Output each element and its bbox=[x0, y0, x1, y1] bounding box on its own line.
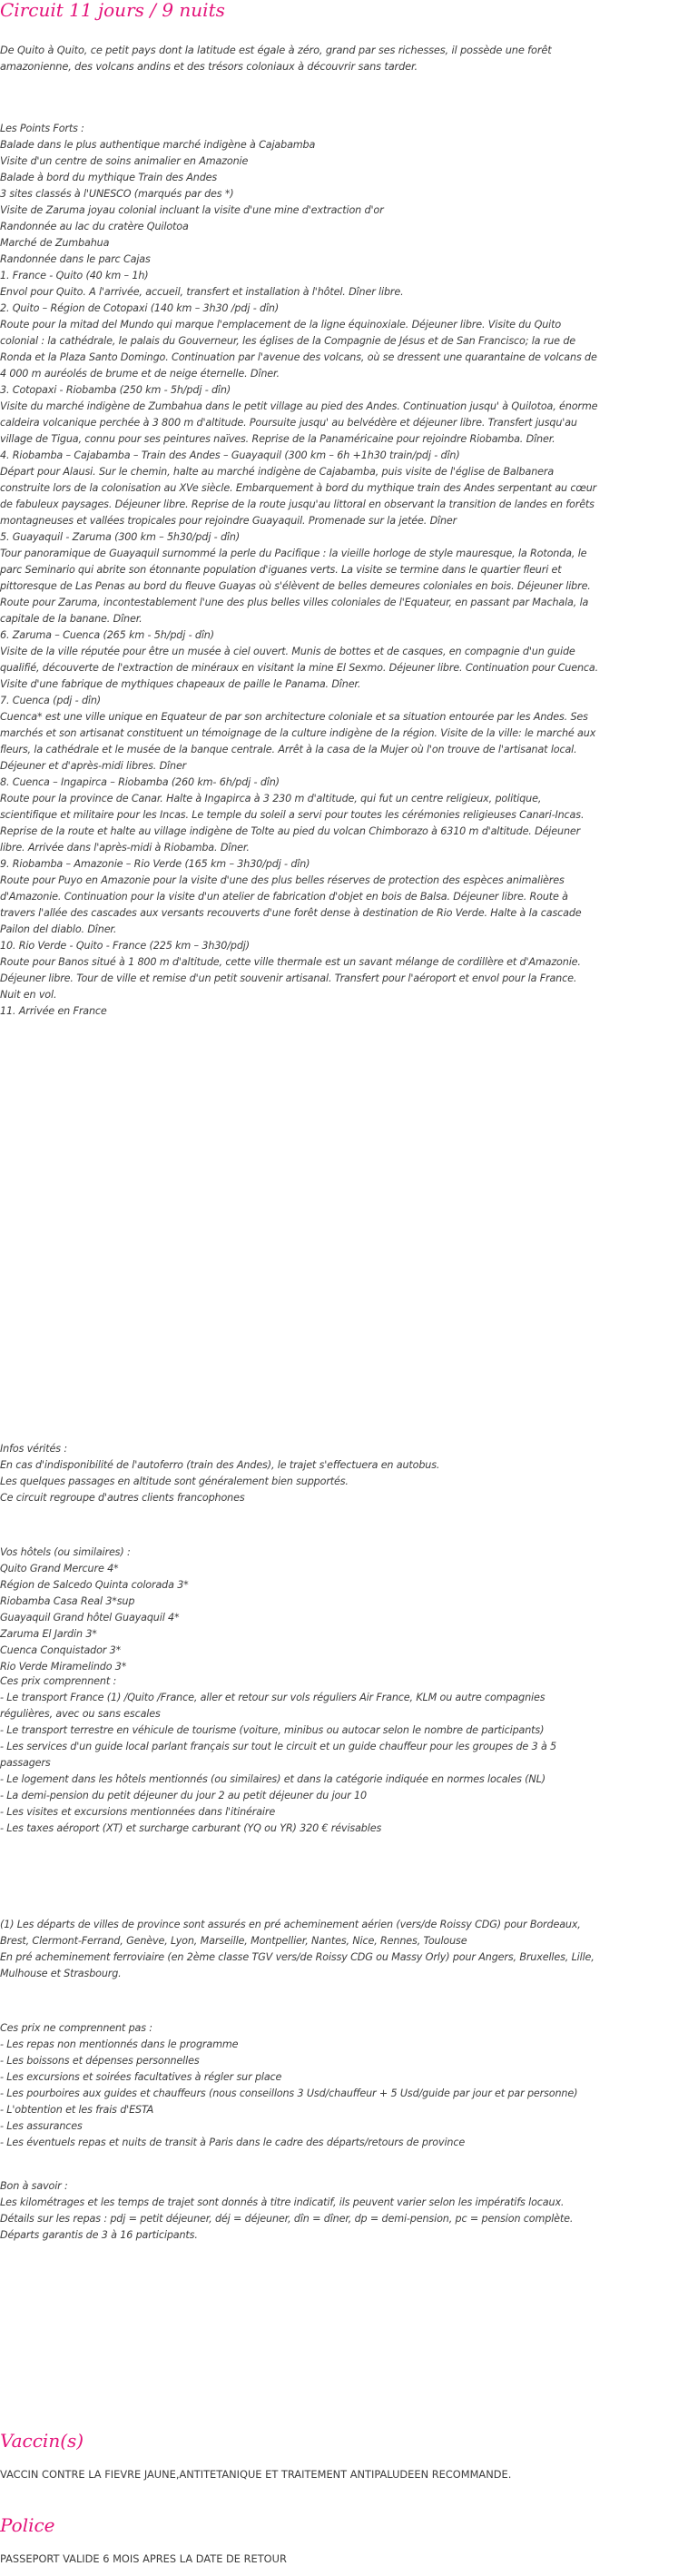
itinerary-line: 7. Cuenca (pdj - dîn) bbox=[0, 695, 102, 706]
itinerary-line: parc Seminario qui abrite son étonnante population d'iguanes verts. La visite se termine dans le quartier fleuri et bbox=[0, 564, 562, 576]
itinerary-line: Reprise de la route et halte au village indigène de Tolte au pied du volcan Chimborazo à 6310 m d'altitude. Déjeuner bbox=[0, 825, 581, 837]
hotels-line: Quito Grand Mercure 4* bbox=[0, 1563, 119, 1574]
itinerary-line: colonial : la cathédrale, le palais du Gouverneur, les églises de la Compagnie de Jésus et de San Francisco; la rue de bbox=[0, 335, 576, 347]
included-line: - La demi-pension du petit déjeuner du jour 2 au petit déjeuner du jour 10 bbox=[0, 1790, 367, 1801]
itinerary-line: Route pour la province de Canar. Halte à Ingapirca à 3 230 m d'altitude, qui fut un centre religieux, politique, bbox=[0, 793, 542, 804]
itinerary-line: Visite de Zaruma joyau colonial incluant la visite d'une mine d'extraction d'or bbox=[0, 204, 384, 216]
hotels-line: Guayaquil Grand hôtel Guayaquil 4* bbox=[0, 1612, 180, 1624]
itinerary-line: 8. Cuenca – Ingapirca – Riobamba (260 km- 6h/pdj - dîn) bbox=[0, 776, 280, 788]
itinerary-line: Visite de la ville réputée pour être un musée à ciel ouvert. Munis de bottes et de casques, en compagnie d'un guide bbox=[0, 646, 575, 657]
itinerary-line: qualifié, découverte de l'extraction de minéraux en visitant la mine El Sexmo. Déjeuner libre. Continuation pour Cuenca. bbox=[0, 662, 598, 674]
included-line: - Le transport France (1) /Quito /France, aller et retour sur vols réguliers Air France, KLM ou autre compagnies bbox=[0, 1692, 545, 1703]
itinerary-line: village de Tigua, connu pour ses peintures naïves. Reprise de la Panaméricaine pour rejoindre Riobamba. Dîner. bbox=[0, 433, 555, 445]
itinerary-line: 3 sites classés à l'UNESCO (marqués par des *) bbox=[0, 188, 234, 200]
itinerary-line: construite lors de la colonisation au XVe siècle. Embarquement à bord du mythique train des Andes serpentant au cœur bbox=[0, 482, 597, 494]
itinerary-line: 4. Riobamba – Cajabamba – Train des Andes – Guayaquil (300 km – 6h +1h30 train/pdj - dîn) bbox=[0, 449, 460, 461]
itinerary-line: 3. Cotopaxi - Riobamba (250 km - 5h/pdj - dîn) bbox=[0, 384, 231, 396]
itinerary-line: Déjeuner libre. Tour de ville et remise d'un petit souvenir artisanal. Transfert pour l'aéroport et envol pour la France. bbox=[0, 972, 577, 984]
included-line: passagers bbox=[0, 1757, 51, 1769]
infos-line: Les quelques passages en altitude sont généralement bien supportés. bbox=[0, 1476, 349, 1487]
itinerary-line: scientifique et militaire pour les Incas. Le temple du soleil a servi pour toutes les cérémonies religieuses Canari-Incas. bbox=[0, 809, 585, 821]
hotels-line: Vos hôtels (ou similaires) : bbox=[0, 1546, 131, 1558]
good-to-know-line: Les kilométrages et les temps de trajet sont donnés à titre indicatif, ils peuvent varier selon les impératifs locaux. bbox=[0, 2196, 565, 2208]
page-title: Circuit 11 jours / 9 nuits bbox=[0, 0, 225, 21]
infos-line: Infos vérités : bbox=[0, 1443, 67, 1455]
departures-line: Mulhouse et Strasbourg. bbox=[0, 1968, 122, 1979]
itinerary-line: Randonnée au lac du cratère Quilotoa bbox=[0, 221, 189, 232]
itinerary-line: fleurs, la cathédrale et le musée de la banque centrale. Arrêt à la casa de la Mujer où l'on trouve de l'artisanat local. bbox=[0, 744, 577, 755]
itinerary-line: Balade à bord du mythique Train des Andes bbox=[0, 172, 218, 183]
included-line: Ces prix comprennent : bbox=[0, 1675, 117, 1687]
included-line: - Les taxes aéroport (XT) et surcharge carburant (YQ ou YR) 320 € révisables bbox=[0, 1822, 382, 1834]
itinerary-line: libre. Arrivée dans l'après-midi à Riobamba. Dîner. bbox=[0, 842, 250, 854]
intro-line: amazonienne, des volcans andins et des trésors coloniaux à découvrir sans tarder. bbox=[0, 60, 418, 73]
hotels-line: Zaruma El Jardin 3* bbox=[0, 1628, 97, 1640]
intro-line: De Quito à Quito, ce petit pays dont la latitude est égale à zéro, grand par ses richesses, il possède une forêt bbox=[0, 44, 552, 56]
itinerary-line: montagneuses et vallées tropicales pour rejoindre Guayaquil. Promenade sur la jetée. Dîner bbox=[0, 515, 457, 527]
police-title: Police bbox=[0, 2514, 55, 2536]
departures-line: En pré acheminement ferroviaire (en 2ème classe TGV vers/de Roissy CDG ou Massy Orly) pour Angers, Bruxelles, Lille, bbox=[0, 1951, 595, 1963]
itinerary-line: Route pour Puyo en Amazonie pour la visite d'une des plus belles réserves de protection des espèces animalières bbox=[0, 874, 565, 886]
police-text: PASSEPORT VALIDE 6 MOIS APRES LA DATE DE RETOUR bbox=[0, 2552, 287, 2565]
hotels-line: Rio Verde Miramelindo 3* bbox=[0, 1661, 127, 1673]
excluded-line: - L'obtention et les frais d'ESTA bbox=[0, 2104, 154, 2116]
itinerary-line: capitale de la banane. Dîner. bbox=[0, 613, 143, 625]
itinerary-line: Les Points Forts : bbox=[0, 123, 84, 134]
itinerary-line: Randonnée dans le parc Cajas bbox=[0, 253, 151, 265]
itinerary-line: marchés et son artisanat constituent un témoignage de la culture indigène de la région. Visite de la ville: le marché aux bbox=[0, 727, 596, 739]
excluded-line: - Les repas non mentionnés dans le programme bbox=[0, 2038, 239, 2050]
good-to-know-line: Détails sur les repas : pdj = petit déjeuner, déj = déjeuner, dîn = dîner, dp = demi-pension, pc = pension complète. bbox=[0, 2213, 574, 2225]
itinerary-line: Déjeuner et d'après-midi libres. Dîner bbox=[0, 760, 187, 772]
itinerary-line: Balade dans le plus authentique marché indigène à Cajabamba bbox=[0, 139, 316, 151]
itinerary-line: caldeira volcanique perchée à 3 800 m d'altitude. Poursuite jusqu' au belvédère et déjeuner libre. Transfert jusqu'au bbox=[0, 417, 577, 429]
itinerary-line: 2. Quito – Région de Cotopaxi (140 km – 3h30 /pdj - dîn) bbox=[0, 302, 280, 314]
itinerary-line: Départ pour Alausi. Sur le chemin, halte au marché indigène de Cajabamba, puis visite de l'église de Balbanera bbox=[0, 466, 555, 478]
itinerary-line: Envol pour Quito. A l'arrivée, accueil, transfert et installation à l'hôtel. Dîner libre. bbox=[0, 286, 404, 298]
itinerary-line: 10. Rio Verde - Quito - France (225 km – 3h30/pdj) bbox=[0, 940, 250, 952]
itinerary-line: Nuit en vol. bbox=[0, 989, 57, 1001]
itinerary-line: Marché de Zumbahua bbox=[0, 237, 110, 249]
itinerary-line: 1. France - Quito (40 km – 1h) bbox=[0, 270, 149, 281]
included-line: - Les services d'un guide local parlant français sur tout le circuit et un guide chauffeur pour les groupes de 3 à 5 bbox=[0, 1741, 557, 1752]
itinerary-line: Visite d'un centre de soins animalier en Amazonie bbox=[0, 155, 249, 167]
itinerary-line: 4 000 m auréolés de brume et de neige éternelle. Dîner. bbox=[0, 368, 280, 380]
itinerary-line: de fabuleux paysages. Déjeuner libre. Reprise de la route jusqu'au littoral en observant la transition de landes en forêts bbox=[0, 498, 595, 510]
excluded-line: - Les excursions et soirées facultatives à régler sur place bbox=[0, 2071, 282, 2083]
itinerary-line: Tour panoramique de Guayaquil surnommé la perle du Pacifique : la vieille horloge de style mauresque, la Rotonda, le bbox=[0, 548, 587, 559]
itinerary-line: 5. Guayaquil - Zaruma (300 km – 5h30/pdj - dîn) bbox=[0, 531, 241, 543]
departures-line: Brest, Clermont-Ferrand, Genève, Lyon, Marseille, Montpellier, Nantes, Nice, Rennes, Toulouse bbox=[0, 1935, 467, 1947]
good-to-know-line: Bon à savoir : bbox=[0, 2180, 68, 2192]
excluded-line: - Les pourboires aux guides et chauffeurs (nous conseillons 3 Usd/chauffeur + 5 Usd/guide par jour et par personne) bbox=[0, 2087, 578, 2099]
itinerary-line: pittoresque de Las Penas au bord du fleuve Guayas où s'élèvent de belles demeures coloniales en bois. Déjeuner libre. bbox=[0, 580, 591, 592]
included-line: - Le transport terrestre en véhicule de tourisme (voiture, minibus ou autocar selon le nombre de participants) bbox=[0, 1724, 545, 1736]
itinerary-line: Ronda et la Plaza Santo Domingo. Continuation par l'avenue des volcans, où se dressent une quarantaine de volcans de bbox=[0, 351, 597, 363]
itinerary-line: 11. Arrivée en France bbox=[0, 1005, 107, 1017]
departures-line: (1) Les départs de villes de province sont assurés en pré acheminement aérien (vers/de Roissy CDG) pour Bordeaux, bbox=[0, 1919, 581, 1930]
itinerary-line: 9. Riobamba – Amazonie – Rio Verde (165 km – 3h30/pdj - dîn) bbox=[0, 858, 310, 870]
itinerary-line: 6. Zaruma – Cuenca (265 km - 5h/pdj - dîn) bbox=[0, 629, 214, 641]
excluded-line: - Les assurances bbox=[0, 2120, 83, 2132]
infos-line: En cas d'indisponibilité de l'autoferro (train des Andes), le trajet s'effectuera en autobus. bbox=[0, 1459, 440, 1471]
included-line: régulières, avec ou sans escales bbox=[0, 1708, 161, 1720]
excluded-line: - Les boissons et dépenses personnelles bbox=[0, 2055, 200, 2067]
itinerary-line: Visite d'une fabrique de mythiques chapeaux de paille le Panama. Dîner. bbox=[0, 678, 361, 690]
included-line: - Les visites et excursions mentionnées dans l'itinéraire bbox=[0, 1806, 276, 1818]
hotels-line: Cuenca Conquistador 3* bbox=[0, 1644, 122, 1656]
excluded-line: - Les éventuels repas et nuits de transit à Paris dans le cadre des départs/retours de province bbox=[0, 2137, 466, 2148]
excluded-line: Ces prix ne comprennent pas : bbox=[0, 2022, 152, 2034]
itinerary-line: Route pour Zaruma, incontestablement l'une des plus belles villes coloniales de l'Equateur, en passant par Machala, la bbox=[0, 597, 589, 608]
included-line: - Le logement dans les hôtels mentionnés (ou similaires) et dans la catégorie indiquée en normes locales (NL) bbox=[0, 1773, 545, 1785]
itinerary-line: d'Amazonie. Continuation pour la visite d'un atelier de fabrication d'objet en bois de Balsa. Déjeuner libre. Route à bbox=[0, 891, 568, 903]
good-to-know-line: Départs garantis de 3 à 16 participants. bbox=[0, 2229, 198, 2241]
vaccines-title: Vaccin(s) bbox=[0, 2430, 84, 2452]
infos-line: Ce circuit regroupe d'autres clients francophones bbox=[0, 1492, 245, 1504]
itinerary-line: Pailon del diablo. Dîner. bbox=[0, 923, 117, 935]
itinerary-line: travers l'allée des cascades aux versants recouverts d'une forêt dense à destination de Rio Verde. Halte à la cascade bbox=[0, 907, 582, 919]
itinerary-line: Cuenca* est une ville unique en Equateur de par son architecture coloniale et sa situation entourée par les Andes. Ses bbox=[0, 711, 588, 723]
itinerary-line: Route pour la mitad del Mundo qui marque l'emplacement de la ligne équinoxiale. Déjeuner libre. Visite du Quito bbox=[0, 319, 562, 331]
itinerary-line: Route pour Banos situé à 1 800 m d'altitude, cette ville thermale est un savant mélange de cordillère et d'Amazonie. bbox=[0, 956, 581, 968]
vaccines-text: VACCIN CONTRE LA FIEVRE JAUNE,ANTITETANIQUE ET TRAITEMENT ANTIPALUDEEN RECOMMANDE. bbox=[0, 2468, 512, 2481]
hotels-line: Région de Salcedo Quinta colorada 3* bbox=[0, 1579, 189, 1591]
hotels-line: Riobamba Casa Real 3*sup bbox=[0, 1595, 135, 1607]
itinerary-line: Visite du marché indigène de Zumbahua dans le petit village au pied des Andes. Continuation jusqu' à Quilotoa, énorme bbox=[0, 400, 598, 412]
